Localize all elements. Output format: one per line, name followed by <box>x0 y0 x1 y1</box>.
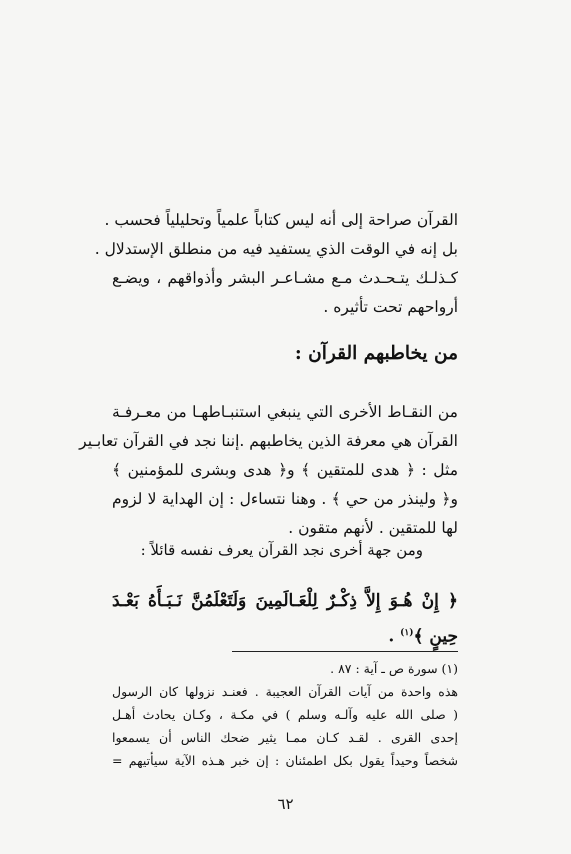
text-line: أرواحهم تحت تأثيره . <box>323 298 458 316</box>
quran-verse <box>112 585 458 653</box>
footnote-line: شخصاً وحيداً يقول بكل اطمئنان : إن خبر هـذه الآية سيأتيهم = <box>112 753 458 768</box>
footnote-line: (١) سورة ص ـ آية : ٨٧ . <box>330 661 458 676</box>
text-line: مثل : ﴿ هدى للمتقين ﴾ و﴿ هدى وبشرى للمؤمنين ﴾ <box>112 461 458 479</box>
text-line: كـذلـك يتـحـدث مـع مشـاعـر البشر وأذواقهم ، ويضـع <box>112 269 458 287</box>
footnote-line: إحدى القرى . لقـد كـان ممـا يثير ضحك الناس أن يسمعوا <box>112 730 458 745</box>
footnotes <box>112 657 458 772</box>
page-number: ٦٢ <box>277 795 294 813</box>
verse-line-end <box>112 617 458 653</box>
text-line: بل إنه في الوقت الذي يستفيد فيه من منطلق الإستدلال . <box>94 240 458 258</box>
footnote-line: هذه واحدة من آيات القرآن العجيبة . فعنـد نزولها كان الرسول <box>112 684 458 699</box>
footnote-divider <box>232 651 458 652</box>
verse-intro: ومن جهة أخرى نجد القرآن يعرف نفسه قائلاً : <box>140 541 423 559</box>
text-line: و﴿ ولينذر من حي ﴾ . وهنا نتساءل : إن الهداية لا لزوم <box>112 490 458 508</box>
text-line: القرآن صراحة إلى أنه ليس كتاباً علمياً وتحليلياً فحسب . <box>104 211 458 229</box>
intro-paragraph <box>94 206 458 322</box>
text-line: لها للمتقين . لأنهم متقون . <box>288 519 458 537</box>
verse-line: ﴿ إِنْ هُـوَ إِلاَّ ذِكْـرٌ لِلْعَـالَمِينَ وَلَتَعْلَمُنَّ نَـبَـأَهُ بَعْـدَ <box>112 591 458 611</box>
section-heading: من يخاطبهم القرآن : <box>294 343 458 364</box>
verse-end-mark: . <box>388 626 401 647</box>
footnote-ref: (١) <box>400 628 414 638</box>
text-line: القرآن هي معرفة الذين يخاطبهم .إننا نجد في القرآن تعابـير <box>79 432 458 450</box>
body-paragraph <box>79 398 458 543</box>
footnote-line: ( صلى الله عليه وآلـه وسلم ) في مكـة ، وكـان يحادث أهـل <box>112 707 458 722</box>
verse-line: حِينٍ ﴾ <box>413 626 458 647</box>
text-line: من النقـاط الأخرى التي ينبغي استنبـاطهـا من معـرفـة <box>112 403 458 421</box>
